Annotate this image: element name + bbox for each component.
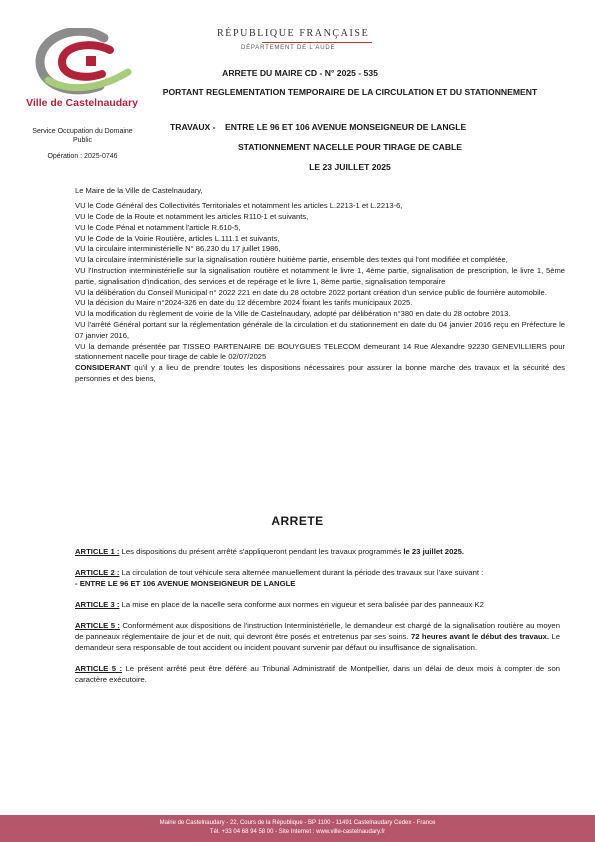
visa-line: VU le Code Pénal et notamment l'article R.610-5, [75, 222, 241, 232]
visa-line: VU la circulaire interministérielle sur la signalisation routière huitième partie, ensemble des textes qui l'ont modifiée et complétée, [75, 255, 508, 265]
arrete-date: LE 23 JUILLET 2025 [309, 162, 391, 172]
article-bold: le 23 juillet 2025. [403, 547, 465, 556]
maire-intro: Le Maire de la Ville de Castelnaudary, [75, 186, 203, 195]
article-label: ARTICLE 2 : [75, 568, 120, 577]
stationnement-line: STATIONNEMENT NACELLE POUR TIRAGE DE CABLE [237, 142, 463, 152]
visas-block [75, 186, 565, 385]
article-text: Le demandeur sera responsable de tout accident ou incident pouvant survenir par défaut ou insuffisance de signalisation. [75, 632, 560, 652]
considerant-label: CONSIDERANT [75, 363, 131, 373]
article-bold: - ENTRE LE 96 ET 106 AVENUE MONSEIGNEUR DE LANGLE [75, 579, 296, 588]
departement-label: DÉPARTEMENT DE L'AUDE [241, 45, 336, 51]
article-label: ARTICLE 5 : [75, 621, 120, 630]
visa-line: VU le Code Général des Collectivités Territoriales et notamment les articles L.2213-1 et L.2213-6, [75, 201, 403, 211]
article-label: ARTICLE 3 : [75, 600, 120, 609]
visa-line: VU la modification du règlement de voirie de la Ville de Castelnaudary, adopté par délibération n°380 en date du 28 octobre 2013. [75, 309, 511, 319]
footer-address: Mairie de Castelnaudary - 22, Cours de la République - BP 1100 - 11491 Castelnaudary Cedex - France [159, 820, 436, 826]
visa-line: VU l'Instruction interministérielle sur la signalisation routière et notamment le livre 1, 4ème partie, signalisation de prescription, le livre 1, 5ème partie, signalisation d'indication, des services et de repérage et le livre 1, 8ème partie, signalisation temporaire [75, 266, 565, 286]
visa-line: VU le Code de la Route et notamment les articles R110-1 et suivants, [75, 212, 309, 222]
operation-number: Opération : 2025-0746 [47, 153, 118, 160]
article-5 [75, 663, 560, 685]
visa-line: VU la demande présentée par TISSEO PARTENAIRE DE BOUYGUES TELECOM demeurant 14 Rue Alexandre 92230 GENEVILLIERS pour stationnement nacelle pour tirage de cable le 02/07/2025 [75, 341, 565, 362]
arrete-heading: ARRETE [271, 514, 324, 528]
article-3 [75, 599, 560, 610]
travaux-line: TRAVAUX - ENTRE LE 96 ET 106 AVENUE MONSEIGNEUR DE LANGLE [170, 122, 467, 132]
articles-block [75, 546, 560, 695]
republique-underline [262, 42, 372, 43]
article-text: La mise en place de la nacelle sera conforme aux normes en vigueur et sera balisée par des panneaux K2 [119, 600, 484, 609]
article-label: ARTICLE 1 : [75, 547, 120, 556]
visa-line: VU la délibération du Conseil Municipal n° 2022 221 en date du 28 octobre 2022 portant création d'un service public de fourrière automobile. [75, 287, 547, 297]
article-text: La circulation de tout véhicule sera alternée manuellement durant la période des travaux sur l'axe suivant : [119, 568, 484, 577]
article-text: Le présent arrêté peut être déféré au Tribunal Administratif de Montpellier, dans un délai de deux mois à compter de son caractère exécutoire. [75, 664, 561, 684]
arrete-number: ARRETE DU MAIRE CD - N° 2025 - 535 [222, 68, 378, 78]
service-label: Service Occupation du Domaine Public [32, 128, 133, 144]
considerant-text: qu'il y a lieu de prendre toutes les dispositions nécessaires pour assurer la bonne marche des travaux et la sécurité des personnes et des biens, [75, 363, 565, 384]
considerant [75, 363, 565, 385]
republique-francaise: RÉPUBLIQUE FRANÇAISE [217, 28, 370, 39]
visa-line: VU le Code de la Voirie Routière, articles L.111.1 et suivants, [75, 233, 280, 243]
visa-line: VU la décision du Maire n°2024-326 en date du 12 décembre 2024 fixant les tarifs municipaux 2025. [75, 298, 413, 308]
article-text: Les dispositions du présent arrêté s'appliqueront pendant les travaux programmés [119, 547, 404, 556]
article-text: Conformément aux dispositions de l'instruction Interministérielle, le demandeur est chargé de la signalisation routière au moyen de panneaux réglementaire de jour et de nuit, qui devront être posés et entretenus par ses soins. [75, 621, 560, 641]
article-2 [75, 567, 560, 589]
article-1 [75, 546, 560, 557]
article-label: ARTICLE 5 : [75, 664, 123, 673]
article-bold: 72 heures avant le début des travaux. [410, 632, 550, 641]
footer-band [0, 815, 595, 842]
visa-line: VU la circulaire interministérielle N° 86.230 du 17 juillet 1986, [75, 244, 281, 254]
city-logo [28, 28, 138, 98]
visa-line: VU l'arrêté Général portant sur la réglementation générale de la circulation et du stationnement en date du 04 janvier 2016 reçu en Préfecture le 07 janvier 2016, [75, 320, 565, 340]
city-name: Ville de Castelnaudary [26, 97, 138, 109]
article-4 [75, 620, 560, 653]
arrete-subject: PORTANT REGLEMENTATION TEMPORAIRE DE LA CIRCULATION ET DU STATIONNEMENT [162, 87, 538, 97]
footer-contact: Tél. +33 04 68 94 58 00 - Site Internet : www.ville-castelnaudary.fr [209, 829, 386, 835]
